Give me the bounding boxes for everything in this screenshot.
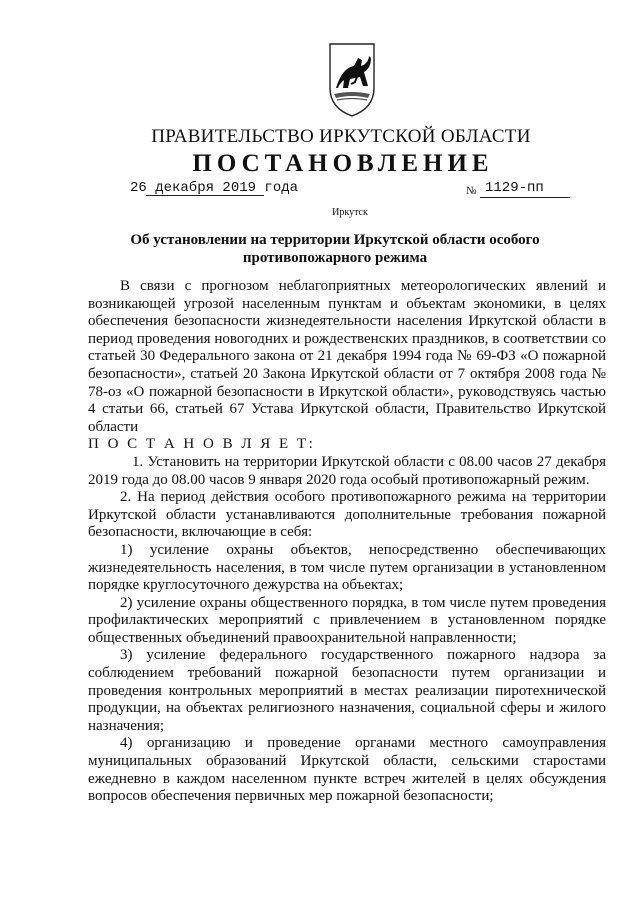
document-body [88, 278, 606, 806]
subitem-paragraph: 4) организацию и проведение органами местного самоуправления муниципальных образований Иркутской области, сельскими старостами ежедневно в каждом населенном пункте встреч жителей в целях обсуждения вопросов обеспечения первичных мер пожарной безопасности; [88, 735, 606, 805]
city-name: Иркутск [332, 207, 368, 218]
irkutsk-coat-of-arms-icon [328, 42, 376, 118]
document-number: 1129-пп [485, 180, 544, 196]
preamble-paragraph: В связи с прогнозом неблагоприятных метеорологических явлений и возникающей угрозой населенным пунктам и объектам экономики, в целях обеспечения безопасности жизнедеятельности населения Иркутской области в период проведения новогодних и рождественских праздников, в соответствии со статьей 30 Федерального закона от 21 декабря 1994 года № 69-ФЗ «О пожарной безопасности», статьей 20 Закона Иркутской области от 7 октября 2008 года № 78-оз «О пожарной безопасности в Иркутской области», руководствуясь частью 4 статьи 66, статьей 67 Устава Иркутской области, Правительство Иркутской области [88, 278, 606, 435]
resolve-line: П О С Т А Н О В Л Я Е Т: [88, 436, 316, 453]
item-paragraph: 2. На период действия особого противопожарного режима на территории Иркутской области устанавливаются дополнительные требования пожарной безопасности, включающие в себя: [88, 489, 606, 541]
subitem-paragraph: 2) усиление охраны общественного порядка, в том числе путем проведения профилактических мероприятий с привлечением в установленном порядке общественных объединений правоохранительной направленности; [88, 594, 606, 646]
document-type: ПОСТАНОВЛЕНИЕ [192, 150, 494, 177]
item-paragraph: 1. Установить на территории Иркутской области с 08.00 часов 27 декабря 2019 года до 08.00 часов 9 января 2020 года особый противопожарный режим. [88, 453, 606, 488]
document-heading: Об установлении на территории Иркутской области особого противопожарного режима [130, 232, 540, 266]
subitem-paragraph: 3) усиление федерального государственного пожарного надзора за соблюдением требований пожарной безопасности путем организации и проведения контрольных мероприятий в местах реализации пиротехнической продукции, на объектах религиозного назначения, социальной сферы и жилого назначения; [88, 647, 606, 734]
subitem-paragraph: 1) усиление охраны объектов, непосредственно обеспечивающих жизнедеятельность населения, в том числе путем организации в установленном порядке круглосуточного дежурства на объектах; [88, 541, 606, 594]
government-title: ПРАВИТЕЛЬСТВО ИРКУТСКОЙ ОБЛАСТИ [151, 126, 531, 147]
number-label: № [466, 185, 477, 197]
document-date: 26 декабря 2019 года [130, 180, 299, 196]
